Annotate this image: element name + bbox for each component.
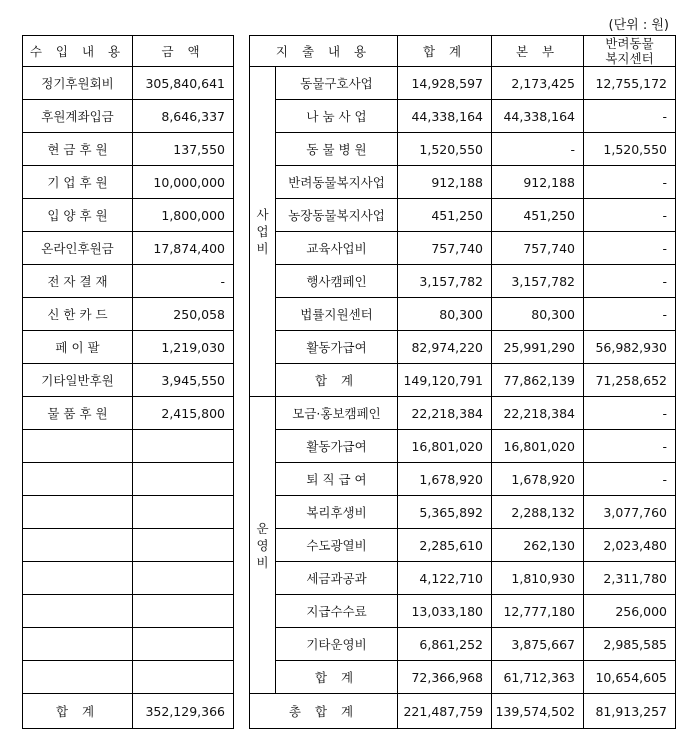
expense-hq: 1,810,930 — [492, 562, 584, 595]
business-subtotal-total: 149,120,791 — [398, 364, 492, 397]
income-row — [23, 67, 234, 100]
expense-center: 2,985,585 — [584, 628, 676, 661]
expense-total: 80,300 — [398, 298, 492, 331]
income-amount: 8,646,337 — [133, 100, 234, 133]
income-total-amount: 352,129,366 — [133, 694, 234, 729]
expense-row — [250, 595, 676, 628]
expense-row — [250, 496, 676, 529]
expense-total: 1,678,920 — [398, 463, 492, 496]
income-row — [23, 199, 234, 232]
expense-header-row — [250, 36, 676, 67]
income-name: 후원계좌입금 — [23, 100, 133, 133]
operating-subtotal-row — [250, 661, 676, 694]
expense-row — [250, 67, 676, 100]
income-table — [22, 35, 234, 729]
income-amount-header: 금 액 — [133, 36, 234, 67]
expense-row — [250, 298, 676, 331]
income-empty-row — [23, 496, 234, 529]
expense-hq: 22,218,384 — [492, 397, 584, 430]
expense-hq-header: 본 부 — [492, 36, 584, 67]
business-subtotal-hq: 77,862,139 — [492, 364, 584, 397]
income-amount: 1,800,000 — [133, 199, 234, 232]
expense-hq: 80,300 — [492, 298, 584, 331]
expense-item-header: 지 출 내 용 — [250, 36, 398, 67]
expense-row — [250, 529, 676, 562]
expense-row — [250, 628, 676, 661]
income-name: 페 이 팔 — [23, 331, 133, 364]
income-empty-row — [23, 628, 234, 661]
expense-name: 반려동물복지사업 — [276, 166, 398, 199]
income-amount: - — [133, 265, 234, 298]
expense-row — [250, 430, 676, 463]
empty-cell — [23, 529, 133, 562]
income-row — [23, 166, 234, 199]
expense-total: 4,122,710 — [398, 562, 492, 595]
income-name: 물 품 후 원 — [23, 397, 133, 430]
grand-total-hq: 139,574,502 — [492, 694, 584, 729]
empty-cell — [133, 496, 234, 529]
expense-hq: 757,740 — [492, 232, 584, 265]
business-subtotal-label: 합 계 — [276, 364, 398, 397]
income-row — [23, 265, 234, 298]
expense-name: 수도광열비 — [276, 529, 398, 562]
empty-cell — [133, 595, 234, 628]
expense-name: 동물구호사업 — [276, 67, 398, 100]
grand-total-label: 총 합 계 — [250, 694, 398, 729]
income-amount: 3,945,550 — [133, 364, 234, 397]
income-name: 현 금 후 원 — [23, 133, 133, 166]
expense-total: 757,740 — [398, 232, 492, 265]
expense-name: 기타운영비 — [276, 628, 398, 661]
expense-total: 5,365,892 — [398, 496, 492, 529]
empty-cell — [23, 562, 133, 595]
expense-row — [250, 562, 676, 595]
expense-total: 2,285,610 — [398, 529, 492, 562]
expense-name: 모금·홍보캠페인 — [276, 397, 398, 430]
expense-name: 지급수수료 — [276, 595, 398, 628]
income-row — [23, 133, 234, 166]
expense-row — [250, 397, 676, 430]
expense-center: - — [584, 298, 676, 331]
expense-center: 256,000 — [584, 595, 676, 628]
expense-total: 13,033,180 — [398, 595, 492, 628]
expense-center-header — [584, 36, 676, 67]
expense-name: 농장동물복지사업 — [276, 199, 398, 232]
expense-hq: - — [492, 133, 584, 166]
income-empty-row — [23, 595, 234, 628]
center-header-line2: 복지센터 — [605, 51, 654, 66]
empty-cell — [23, 463, 133, 496]
income-row — [23, 298, 234, 331]
expense-hq: 262,130 — [492, 529, 584, 562]
expense-center: - — [584, 199, 676, 232]
income-empty-row — [23, 529, 234, 562]
income-item-header: 수 입 내 용 — [23, 36, 133, 67]
income-row — [23, 100, 234, 133]
expense-center: - — [584, 265, 676, 298]
business-category-label: 사 업 비 — [250, 67, 276, 397]
expense-name: 세금과공과 — [276, 562, 398, 595]
income-amount: 10,000,000 — [133, 166, 234, 199]
expense-hq: 16,801,020 — [492, 430, 584, 463]
empty-cell — [133, 628, 234, 661]
expense-center: - — [584, 166, 676, 199]
empty-cell — [133, 430, 234, 463]
expense-hq: 3,875,667 — [492, 628, 584, 661]
expense-hq: 44,338,164 — [492, 100, 584, 133]
expense-total: 912,188 — [398, 166, 492, 199]
income-amount: 305,840,641 — [133, 67, 234, 100]
expense-hq: 912,188 — [492, 166, 584, 199]
income-row — [23, 397, 234, 430]
income-name: 신 한 카 드 — [23, 298, 133, 331]
income-amount: 17,874,400 — [133, 232, 234, 265]
expense-name: 나 눔 사 업 — [276, 100, 398, 133]
expense-name: 활동가급여 — [276, 331, 398, 364]
income-header-row — [23, 36, 234, 67]
expense-total: 44,338,164 — [398, 100, 492, 133]
operating-subtotal-center: 10,654,605 — [584, 661, 676, 694]
income-amount: 2,415,800 — [133, 397, 234, 430]
operating-category-label: 운 영 비 — [250, 397, 276, 694]
income-name: 기타일반후원 — [23, 364, 133, 397]
expense-name: 동 물 병 원 — [276, 133, 398, 166]
expense-row — [250, 232, 676, 265]
income-row — [23, 232, 234, 265]
income-row — [23, 364, 234, 397]
expense-total: 14,928,597 — [398, 67, 492, 100]
income-name: 정기후원회비 — [23, 67, 133, 100]
expense-hq: 3,157,782 — [492, 265, 584, 298]
expense-name: 교육사업비 — [276, 232, 398, 265]
expense-total-header: 합 계 — [398, 36, 492, 67]
income-empty-row — [23, 661, 234, 694]
income-name: 온라인후원금 — [23, 232, 133, 265]
income-amount: 137,550 — [133, 133, 234, 166]
expense-center: 2,023,480 — [584, 529, 676, 562]
expense-table — [249, 35, 676, 729]
expense-name: 퇴 직 급 여 — [276, 463, 398, 496]
expense-center: 56,982,930 — [584, 331, 676, 364]
expense-total: 3,157,782 — [398, 265, 492, 298]
expense-hq: 12,777,180 — [492, 595, 584, 628]
expense-row — [250, 331, 676, 364]
expense-row — [250, 166, 676, 199]
business-subtotal-row — [250, 364, 676, 397]
expense-total: 1,520,550 — [398, 133, 492, 166]
expense-center: 3,077,760 — [584, 496, 676, 529]
expense-name: 행사캠페인 — [276, 265, 398, 298]
income-empty-row — [23, 562, 234, 595]
income-name: 입 양 후 원 — [23, 199, 133, 232]
income-name: 전 자 결 재 — [23, 265, 133, 298]
operating-subtotal-hq: 61,712,363 — [492, 661, 584, 694]
expense-hq: 2,288,132 — [492, 496, 584, 529]
empty-cell — [23, 430, 133, 463]
expense-center: 12,755,172 — [584, 67, 676, 100]
income-total-label: 합 계 — [23, 694, 133, 729]
empty-cell — [133, 661, 234, 694]
expense-hq: 451,250 — [492, 199, 584, 232]
expense-name: 복리후생비 — [276, 496, 398, 529]
expense-hq: 25,991,290 — [492, 331, 584, 364]
empty-cell — [133, 562, 234, 595]
expense-total: 451,250 — [398, 199, 492, 232]
empty-cell — [23, 661, 133, 694]
center-header-line1: 반려동물 — [605, 36, 654, 51]
income-empty-row — [23, 430, 234, 463]
expense-center: - — [584, 430, 676, 463]
expense-center: 1,520,550 — [584, 133, 676, 166]
expense-row — [250, 463, 676, 496]
income-row — [23, 331, 234, 364]
income-amount: 1,219,030 — [133, 331, 234, 364]
grand-total-row — [250, 694, 676, 729]
expense-total: 82,974,220 — [398, 331, 492, 364]
empty-cell — [23, 496, 133, 529]
income-empty-row — [23, 463, 234, 496]
expense-center: - — [584, 232, 676, 265]
business-subtotal-center: 71,258,652 — [584, 364, 676, 397]
empty-cell — [133, 529, 234, 562]
unit-label: (단위 : 원) — [608, 18, 669, 33]
empty-cell — [23, 595, 133, 628]
expense-total: 16,801,020 — [398, 430, 492, 463]
expense-hq: 1,678,920 — [492, 463, 584, 496]
expense-center: - — [584, 397, 676, 430]
operating-subtotal-label: 합 계 — [276, 661, 398, 694]
operating-subtotal-total: 72,366,968 — [398, 661, 492, 694]
expense-center: - — [584, 100, 676, 133]
expense-row — [250, 265, 676, 298]
empty-cell — [23, 628, 133, 661]
expense-name: 활동가급여 — [276, 430, 398, 463]
expense-name: 법률지원센터 — [276, 298, 398, 331]
grand-total-total: 221,487,759 — [398, 694, 492, 729]
expense-row — [250, 133, 676, 166]
expense-row — [250, 199, 676, 232]
expense-row — [250, 100, 676, 133]
expense-hq: 2,173,425 — [492, 67, 584, 100]
income-amount: 250,058 — [133, 298, 234, 331]
income-total-row — [23, 694, 234, 729]
empty-cell — [133, 463, 234, 496]
grand-total-center: 81,913,257 — [584, 694, 676, 729]
expense-total: 6,861,252 — [398, 628, 492, 661]
expense-center: 2,311,780 — [584, 562, 676, 595]
income-name: 기 업 후 원 — [23, 166, 133, 199]
expense-center: - — [584, 463, 676, 496]
expense-total: 22,218,384 — [398, 397, 492, 430]
